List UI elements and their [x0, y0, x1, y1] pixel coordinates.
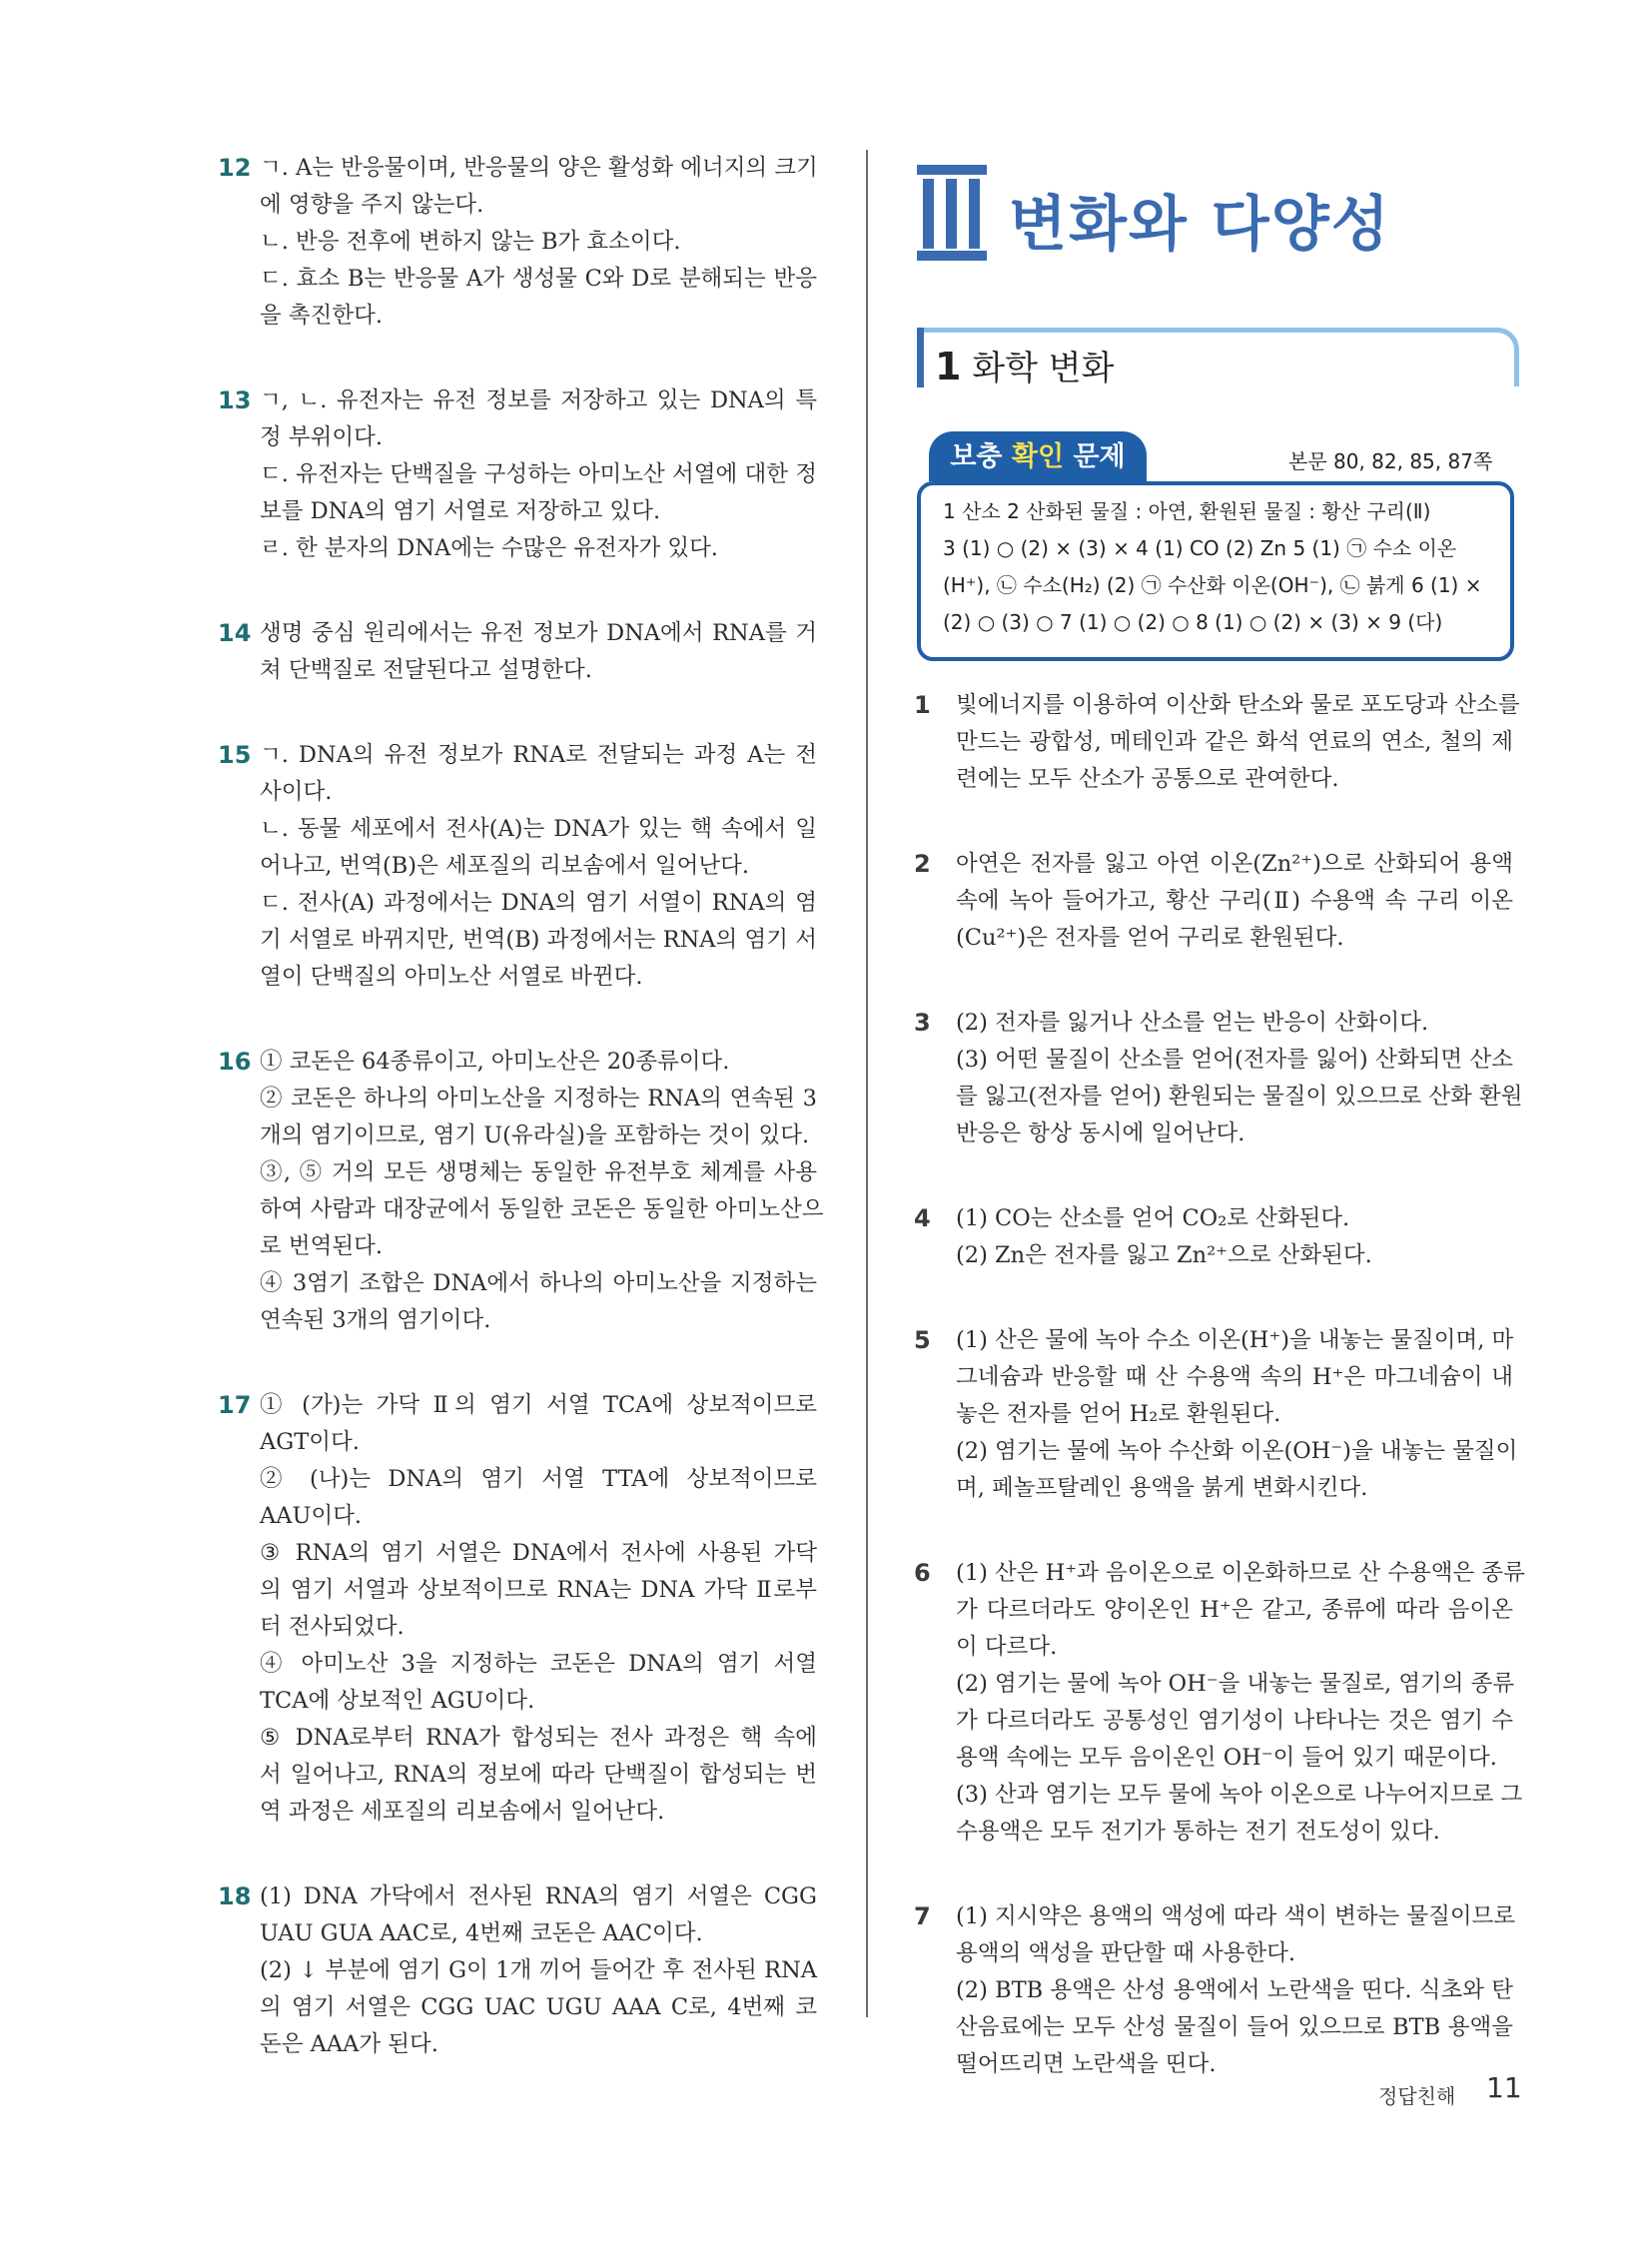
text-line: 서 일어나고, RNA의 정보에 따라 단백질이 합성되는 번: [260, 1762, 817, 1788]
item-number: 13: [218, 386, 252, 414]
item-number: 14: [218, 619, 252, 647]
text-line: ④ 3염기 조합은 DNA에서 하나의 아미노산을 지정하는: [260, 1270, 817, 1296]
item-number: 17: [218, 1391, 252, 1419]
item-number: 3: [914, 1009, 931, 1037]
text-line: ㄱ, ㄴ. 유전자는 유전 정보를 저장하고 있는 DNA의 특: [260, 387, 817, 413]
text-line: 반응은 항상 동시에 일어난다.: [956, 1121, 1245, 1146]
item-number: 16: [218, 1048, 252, 1076]
text-line: ㄹ. 한 분자의 DNA에는 수많은 유전자가 있다.: [260, 535, 718, 561]
text-line: (2) 염기는 물에 녹아 OH⁻을 내놓는 물질로, 염기의 종류: [956, 1671, 1515, 1697]
review-box-reference: 본문 80, 82, 85, 87쪽: [1288, 449, 1493, 473]
left-column: [218, 150, 824, 2111]
text-line: (1) 산은 H⁺과 음이온으로 이온화하므로 산 수용액은 종류: [956, 1560, 1525, 1586]
review-box: [917, 481, 1514, 661]
text-line: 의 염기 서열과 상보적이므로 RNA는 DNA 가닥 Ⅱ로부: [260, 1577, 817, 1603]
text-line: 련에는 모두 산소가 공통으로 관여한다.: [956, 766, 1339, 792]
text-line: 를 잃고(전자를 얻어) 환원되는 물질이 있으므로 산화 환원: [956, 1084, 1523, 1110]
section-name: 화학 변화: [972, 349, 1115, 388]
text-line: 이 다르다.: [956, 1634, 1058, 1660]
text-line: ③ RNA의 염기 서열은 DNA에서 전사에 사용된 가닥: [260, 1540, 817, 1566]
text-line: AAU이다.: [260, 1503, 363, 1529]
text-line: (1) 지시약은 용액의 액성에 따라 색이 변하는 물질이므로: [956, 1903, 1516, 1929]
item-number: 15: [218, 741, 252, 769]
text-line: (2) Zn은 전자를 잃고 Zn²⁺으로 산화된다.: [956, 1242, 1372, 1268]
text-line: 역 과정은 세포질의 리보솜에서 일어난다.: [260, 1799, 665, 1825]
text-line: 빛에너지를 이용하여 이산화 탄소와 물로 포도당과 산소를: [956, 692, 1520, 718]
text-line: 보를 DNA의 염기 서열로 저장하고 있다.: [260, 498, 661, 524]
text-line: ㄱ. A는 반응물이며, 반응물의 양은 활성화 에너지의 크기: [260, 155, 818, 181]
text-line: ② (나)는 DNA의 염기 서열 TTA에 상보적이므로: [260, 1466, 817, 1492]
text-line: 열이 단백질의 아미노산 서열로 바뀐다.: [260, 964, 643, 990]
text-line: TCA에 상보적인 AGU이다.: [260, 1688, 535, 1714]
text-line: 속에 녹아 들어가고, 황산 구리(Ⅱ) 수용액 속 구리 이온: [956, 888, 1513, 914]
text-line: 용액 속에는 모두 음이온인 OH⁻이 들어 있기 때문이다.: [956, 1745, 1497, 1771]
text-line: ㄴ. 반응 전후에 변하지 않는 B가 효소이다.: [260, 229, 681, 255]
column-divider: [866, 150, 868, 2017]
tab-label: 보충: [950, 441, 1012, 472]
review-box-line: 1 산소 2 산화된 물질 : 아연, 환원된 물질 : 황산 구리(Ⅱ): [943, 499, 1431, 523]
text-line: ② 코돈은 하나의 아미노산을 지정하는 RNA의 연속된 3: [260, 1086, 817, 1112]
answer-item-5: [914, 1322, 1518, 1507]
item-number: 5: [914, 1326, 931, 1354]
review-box-line: (2) ○ (3) ○ 7 (1) ○ (2) ○ 8 (1) ○ (2) × (3) × 9 (다): [943, 610, 1443, 634]
text-line: (1) DNA 가닥에서 전사된 RNA의 염기 서열은 CGG: [260, 1883, 817, 1909]
text-line: ③, ⑤ 거의 모든 생명체는 동일한 유전부호 체계를 사용: [260, 1159, 817, 1185]
item-number: 2: [914, 850, 931, 878]
text-line: 연속된 3개의 염기이다.: [260, 1307, 491, 1333]
text-line: 아연은 전자를 잃고 아연 이온(Zn²⁺)으로 산화되어 용액: [956, 851, 1513, 877]
text-line: 의 염기 서열은 CGG UAC UGU AAA C로, 4번째 코: [260, 1994, 817, 2020]
text-line: (2) 전자를 잃거나 산소를 얻는 반응이 산화이다.: [956, 1010, 1429, 1036]
text-line: 에 영향을 주지 않는다.: [260, 192, 484, 218]
review-box-line: (H⁺), ㉡ 수소(H₂) (2) ㉠ 수산화 이온(OH⁻), ㉡ 붉게 6 (1) ×: [943, 573, 1482, 597]
item-number: 12: [218, 154, 252, 182]
text-line: ④ 아미노산 3을 지정하는 코돈은 DNA의 염기 서열: [260, 1651, 817, 1677]
section-number: 1: [935, 345, 962, 388]
review-box-line: 3 (1) ○ (2) × (3) × 4 (1) CO (2) Zn 5 (1) ㉠ 수소 이온: [943, 536, 1457, 560]
answer-item-7: [914, 1898, 1516, 2083]
text-line: (1) 산은 물에 녹아 수소 이온(H⁺)을 내놓는 물질이며, 마: [956, 1327, 1514, 1353]
text-line: 터 전사되었다.: [260, 1614, 405, 1640]
text-line: 그네슘과 반응할 때 산 수용액 속의 H⁺은 마그네슘이 내: [956, 1364, 1513, 1390]
text-line: ㄱ. DNA의 유전 정보가 RNA로 전달되는 과정 A는 전: [260, 742, 817, 768]
text-line: 산음료에는 모두 산성 물질이 들어 있으므로 BTB 용액을: [956, 2014, 1513, 2040]
text-line: (2) 염기는 물에 녹아 수산화 이온(OH⁻)을 내놓는 물질이: [956, 1438, 1518, 1464]
answer-item-18: [218, 1878, 817, 2063]
answer-item-6: [914, 1555, 1525, 1851]
item-number: 7: [914, 1902, 931, 1930]
text-line: 개의 염기이므로, 염기 U(유라실)을 포함하는 것이 있다.: [260, 1122, 810, 1148]
text-line: 정 부위이다.: [260, 424, 383, 450]
item-number: 1: [914, 691, 931, 719]
answer-item-3: [914, 1005, 1523, 1152]
section-header: [917, 328, 1519, 386]
text-line: (1) CO는 산소를 얻어 CO₂로 산화된다.: [956, 1205, 1350, 1231]
text-line: (3) 어떤 물질이 산소를 얻어(전자를 잃어) 산화되면 산소: [956, 1047, 1513, 1073]
section-title: [935, 341, 1114, 389]
text-line: (2) ↓ 부분에 염기 G이 1개 끼어 들어간 후 전사된 RNA: [260, 1957, 817, 1983]
text-line: UAU GUA AAC로, 4번째 코돈은 AAC이다.: [260, 1920, 703, 1946]
text-line: ㄷ. 전사(A) 과정에서는 DNA의 염기 서열이 RNA의 염: [260, 890, 817, 916]
answer-item-17: [218, 1387, 817, 1831]
chapter-title: 변화와 다양성: [1009, 190, 1391, 260]
answer-item-14: [218, 615, 817, 689]
answer-item-1: [914, 687, 1520, 798]
text-line: ① 코돈은 64종류이고, 아미노산은 20종류이다.: [260, 1049, 730, 1075]
answer-item-4: [914, 1200, 1513, 1274]
text-line: 로 번역된다.: [260, 1233, 383, 1259]
answer-item-2: [914, 846, 1513, 957]
text-line: ㄷ. 효소 B는 반응물 A가 생성물 C와 D로 분해되는 반응: [260, 266, 817, 292]
text-line: ① (가)는 가닥 Ⅱ의 염기 서열 TCA에 상보적이므로: [260, 1392, 817, 1418]
section-accent-bar: [917, 328, 924, 387]
text-line: 가 다르더라도 공통성인 염기성이 나타나는 것은 염기 수: [956, 1708, 1513, 1734]
right-column: [914, 687, 1525, 2131]
text-line: 하여 사람과 대장균에서 동일한 코돈은 동일한 아미노산으: [260, 1196, 824, 1222]
text-line: 을 촉진한다.: [260, 303, 383, 329]
text-line: 어나고, 번역(B)은 세포질의 리보솜에서 일어난다.: [260, 853, 749, 879]
text-line: 며, 페놀프탈레인 용액을 붉게 변화시킨다.: [956, 1475, 1368, 1501]
text-line: (2) BTB 용액은 산성 용액에서 노란색을 띤다. 식초와 탄: [956, 1977, 1513, 2003]
text-line: 생명 중심 원리에서는 유전 정보가 DNA에서 RNA를 거: [260, 620, 817, 646]
tab-label: 문제: [1064, 441, 1126, 472]
text-line: ㄷ. 유전자는 단백질을 구성하는 아미노산 서열에 대한 정: [260, 461, 817, 487]
text-line: (3) 산과 염기는 모두 물에 녹아 이온으로 나누어지므로 그: [956, 1782, 1523, 1808]
text-line: 기 서열로 바뀌지만, 번역(B) 과정에서는 RNA의 염기 서: [260, 927, 817, 953]
text-line: AGT이다.: [260, 1429, 360, 1455]
text-line: 만드는 광합성, 메테인과 같은 화석 연료의 연소, 철의 제: [956, 729, 1513, 755]
text-line: ⑤ DNA로부터 RNA가 합성되는 전사 과정은 핵 속에: [260, 1725, 817, 1751]
item-number: 18: [218, 1882, 252, 1910]
page-number: 11: [1486, 2071, 1522, 2104]
text-line: 돈은 AAA가 된다.: [260, 2031, 438, 2057]
text-line: 용액의 액성을 판단할 때 사용한다.: [956, 1940, 1296, 1966]
item-number: 4: [914, 1204, 931, 1232]
text-line: 수용액은 모두 전기가 통하는 전기 전도성이 있다.: [956, 1819, 1440, 1845]
answer-item-12: [218, 150, 817, 335]
footer-label: 정답친해: [1378, 2084, 1456, 2108]
item-number: 6: [914, 1559, 931, 1587]
text-line: 사이다.: [260, 779, 333, 805]
review-box-tab: [929, 431, 1147, 481]
answer-item-13: [218, 382, 817, 567]
chapter-roman-numeral-icon: [917, 165, 987, 263]
tab-label-highlight: 확인: [1011, 441, 1065, 472]
text-line: ㄴ. 동물 세포에서 전사(A)는 DNA가 있는 핵 속에서 일: [260, 816, 817, 842]
text-line: 놓은 전자를 얻어 H₂로 환원된다.: [956, 1401, 1281, 1427]
text-line: 떨어뜨리면 노란색을 띤다.: [956, 2051, 1217, 2077]
text-line: 쳐 단백질로 전달된다고 설명한다.: [260, 657, 592, 683]
text-line: (Cu²⁺)은 전자를 얻어 구리로 환원된다.: [956, 925, 1344, 951]
answer-item-16: [218, 1044, 824, 1339]
answer-item-15: [218, 737, 817, 996]
text-line: 가 다르더라도 양이온인 H⁺은 같고, 종류에 따라 음이온: [956, 1597, 1513, 1623]
